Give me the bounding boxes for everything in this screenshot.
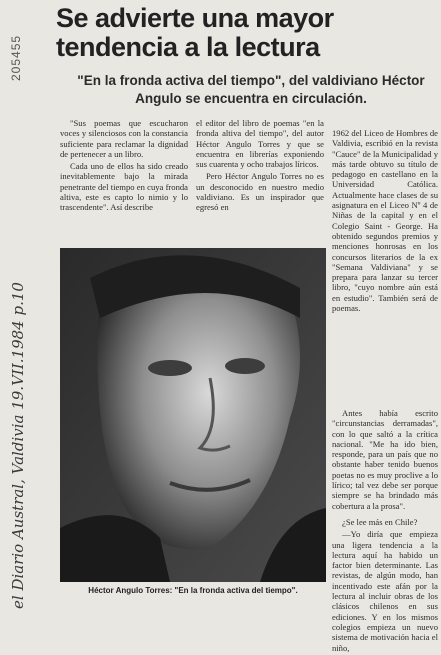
interview-question: ¿Se lee más en Chile? — [342, 516, 418, 527]
column-3-continued — [332, 408, 438, 655]
paragraph: Pero Héctor Angulo Torres no es un desconocido en nuestro medio valdiviano. Es un inspirador que egresó en — [196, 171, 324, 213]
paragraph: Antes había escrito "circunstancias derramadas", con lo que saltó a la crítica nacional. "Me ha ido bien, responde, para un país que no obstante haber tenido buenos poetas no es muy proclive a lo lírico; tal vez debe ser porque siempre se ha brindado más cobertura a la prosa". — [332, 408, 438, 511]
paragraph: "Sus poemas que escucharon voces y silenciosos con la constancia suficiente para reclamar la dignidad de pertenecer a un libro. — [60, 118, 188, 159]
photo-caption: Héctor Angulo Torres: "En la fronda activa del tiempo". — [88, 586, 298, 595]
headline: Se advierte una mayor tendencia a la lectura — [56, 3, 334, 62]
portrait-image — [60, 248, 326, 582]
paragraph: 1962 del Liceo de Hombres de Valdivia, escribió en la revista "Cauce" de la Municipalidad y más tarde obtuvo su título de pedagogo en castellano en la Universidad Católica. Actualmente hace clases de su asignatura en el Liceo Nº 4 de Niñas de la capital y en el Colegio Saint - George. Ha obtenido segundos premios y menciones honrosas en los concursos literarios de la ex "Semana Valdiviana" y se prepara para lanzar su tercer libro, "cuyo nombre aún está en estudio". También será de poemas. — [332, 128, 438, 314]
paragraph: —Yo diría que empieza una ligera tendencia a la lectura aquí ha habido un factor bien determinante. Las revistas, de algún modo, han incentivado este afán por la lectura al incluir obras de los clásicos chilenos en sus ediciones. Y en los mismos colegios empieza un nuevo sistema de motivación hacia el niño, — [332, 529, 438, 653]
column-1 — [60, 118, 188, 215]
subheadline: "En la fronda activa del tiempo", del valdiviano Héctor Angulo se encuentra en circulación. — [77, 73, 425, 106]
archive-number: 205455 — [9, 34, 23, 81]
paragraph: el editor del libro de poemas "en la fronda altiva del tiempo", del autor Héctor Angulo Torres y que se encuentra en librerías exponiendo sus cuarenta y ocho trabajos líricos. — [196, 118, 324, 170]
author-photo — [60, 248, 326, 582]
column-2 — [196, 118, 324, 215]
paragraph: Cada uno de ellos ha sido creado inevitablemente bajo la mirada penetrante del tiempo en cuya fronda altiva, este es capto lo nimio y lo trascendente". Así describe — [60, 161, 188, 213]
column-3 — [332, 128, 438, 315]
handwritten-source-note: el Diario Austral, Valdivia 19.VII.1984 p.10 — [9, 282, 27, 609]
